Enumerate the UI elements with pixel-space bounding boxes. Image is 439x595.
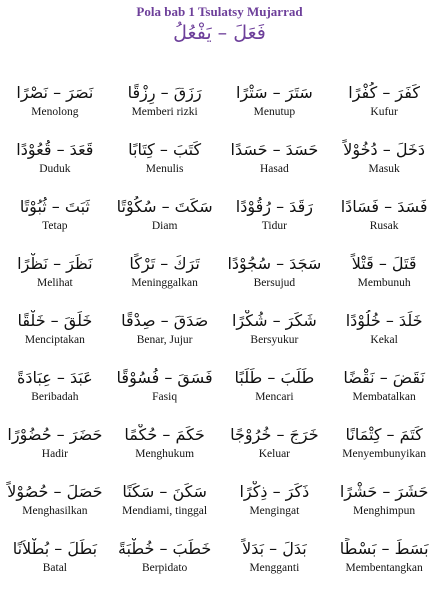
verb-entry xyxy=(0,196,110,253)
verb-meaning: Membentangkan xyxy=(345,562,423,574)
verb-entry xyxy=(220,310,330,367)
verb-entry xyxy=(329,481,439,538)
verb-meaning: Beribadah xyxy=(31,391,79,403)
verb-meaning: Menyembunyikan xyxy=(342,448,426,460)
verb-meaning: Rusak xyxy=(369,220,399,232)
verb-entry xyxy=(110,538,220,595)
arabic-verb: خَلَقَ – خَلْقًا xyxy=(17,311,93,330)
arabic-verb: بَدَلَ – بَدَلاً xyxy=(242,539,307,558)
arabic-verb: سَجَدَ – سُجُوْدًا xyxy=(227,254,322,273)
verb-entry xyxy=(329,139,439,196)
verb-meaning: Mencari xyxy=(255,391,294,403)
verb-meaning: Berpidato xyxy=(141,562,188,574)
arabic-verb: رَزَقَ – رِزْقًا xyxy=(127,83,202,102)
verb-meaning: Melihat xyxy=(36,277,73,289)
verb-entry xyxy=(329,538,439,595)
verb-entry xyxy=(220,196,330,253)
arabic-verb: ثَبَتَ – ثُبُوْتًا xyxy=(19,197,90,216)
verb-entry xyxy=(329,367,439,424)
verb-table xyxy=(0,82,439,595)
verb-meaning: Menghimpun xyxy=(353,505,416,517)
verb-meaning: Membatalkan xyxy=(352,391,416,403)
pattern-subtitle: فَعَلَ – يَفْعُلُ xyxy=(173,22,266,44)
verb-entry xyxy=(0,424,110,481)
verb-meaning: Mengingat xyxy=(249,505,300,517)
verb-entry xyxy=(110,139,220,196)
arabic-verb: سَكَنَ – سَكَنًا xyxy=(122,482,207,501)
verb-entry xyxy=(0,82,110,139)
verb-entry xyxy=(110,310,220,367)
arabic-verb: خَطَبَ – خُطْبَةً xyxy=(117,539,212,558)
verb-entry xyxy=(0,253,110,310)
arabic-verb: صَدَقَ – صِدْقًا xyxy=(121,311,209,330)
verb-meaning: Kufur xyxy=(370,106,398,118)
arabic-verb: قَعَدَ – قُعُوْدًا xyxy=(16,140,94,159)
verb-entry xyxy=(0,367,110,424)
arabic-verb: فَسَدَ – فَسَادًا xyxy=(340,197,428,216)
verb-meaning: Keluar xyxy=(258,448,291,460)
verb-meaning: Menolong xyxy=(31,106,79,118)
arabic-verb: خَلَدَ – خُلُوْدًا xyxy=(345,311,423,330)
arabic-verb: نَصَرَ – نَصْرًا xyxy=(16,83,94,102)
arabic-verb: سَكَتَ – سُكُوْتًا xyxy=(116,197,213,216)
arabic-verb: بَطَلَ – بُطْلاَنًا xyxy=(12,539,98,558)
arabic-verb: خَرَجَ – خُرُوْجًا xyxy=(230,425,319,444)
arabic-verb: نَظَرَ – نَظْرًا xyxy=(17,254,93,273)
arabic-verb: دَخَلَ – دُخُوْلاً xyxy=(343,140,425,159)
arabic-verb: عَبَدَ – عِبَادَةً xyxy=(17,368,93,387)
verb-meaning: Mendiami, tinggal xyxy=(122,505,208,517)
arabic-verb: تَرَكَ – تَرْكًا xyxy=(129,254,200,273)
verb-entry xyxy=(329,82,439,139)
page-title: Pola bab 1 Tsulatsy Mujarrad xyxy=(136,4,303,19)
verb-meaning: Menulis xyxy=(145,163,184,175)
verb-entry xyxy=(220,538,330,595)
verb-meaning: Menghukum xyxy=(135,448,195,460)
verb-meaning: Diam xyxy=(151,220,178,232)
verb-meaning: Menutup xyxy=(253,106,296,118)
verb-entry xyxy=(110,82,220,139)
arabic-verb: حَسَدَ – حَسَدًا xyxy=(230,140,319,159)
verb-entry xyxy=(110,481,220,538)
verb-meaning: Fasiq xyxy=(152,391,178,403)
verb-meaning: Masuk xyxy=(368,163,400,175)
verb-entry xyxy=(329,310,439,367)
verb-meaning: Bersujud xyxy=(253,277,296,289)
verb-entry xyxy=(329,196,439,253)
verb-entry xyxy=(220,82,330,139)
verb-entry xyxy=(220,481,330,538)
verb-entry xyxy=(220,424,330,481)
arabic-verb: كَتَبَ – كِتَابًا xyxy=(128,140,202,159)
verb-entry xyxy=(110,196,220,253)
verb-entry xyxy=(110,253,220,310)
verb-meaning: Memberi rizki xyxy=(131,106,198,118)
arabic-verb: حَضَرَ – حُضُوْرًا xyxy=(7,425,103,444)
verb-meaning: Menciptakan xyxy=(24,334,85,346)
arabic-verb: طَلَبَ – طَلَبًا xyxy=(234,368,315,387)
arabic-verb: حَكَمَ – حُكْمًا xyxy=(124,425,205,444)
verb-meaning: Tidur xyxy=(261,220,287,232)
verb-meaning: Batal xyxy=(42,562,68,574)
verb-meaning: Menghasilkan xyxy=(22,505,88,517)
verb-meaning: Tetap xyxy=(42,220,68,232)
arabic-verb: قَتَلَ – قَتْلاً xyxy=(351,254,417,273)
verb-meaning: Duduk xyxy=(39,163,71,175)
verb-entry xyxy=(110,424,220,481)
arabic-verb: شَكَرَ – شُكْرًا xyxy=(231,311,317,330)
arabic-verb: حَصَلَ – حُصُوْلاً xyxy=(7,482,103,501)
arabic-verb: كَفَرَ – كُفْرًا xyxy=(348,83,420,102)
verb-entry xyxy=(0,481,110,538)
arabic-verb: رَقَدَ – رُقُوْدًا xyxy=(235,197,313,216)
verb-meaning: Hadir xyxy=(41,448,68,460)
verb-entry xyxy=(329,424,439,481)
verb-entry xyxy=(220,139,330,196)
arabic-verb: سَتَرَ – سَتْرًا xyxy=(236,83,313,102)
verb-meaning: Hasad xyxy=(260,163,289,175)
verb-entry xyxy=(220,253,330,310)
verb-meaning: Kekal xyxy=(370,334,398,346)
arabic-verb: ذَكَرَ – ذِكْرًا xyxy=(239,482,310,501)
verb-entry xyxy=(329,253,439,310)
verb-entry xyxy=(220,367,330,424)
arabic-verb: كَتَمَ – كِتْمَانًا xyxy=(345,425,423,444)
verb-entry xyxy=(110,367,220,424)
verb-meaning: Mengganti xyxy=(249,562,300,574)
verb-entry xyxy=(0,139,110,196)
verb-entry xyxy=(0,538,110,595)
arabic-verb: نَقَضَ – نَقْضًا xyxy=(343,368,425,387)
verb-meaning: Meninggalkan xyxy=(131,277,198,289)
verb-meaning: Bersyukur xyxy=(250,334,299,346)
verb-entry xyxy=(0,310,110,367)
arabic-verb: بَسَطَ – بَسْطًا xyxy=(339,539,429,558)
verb-meaning: Membunuh xyxy=(357,277,411,289)
arabic-verb: حَشَرَ – حَشْرًا xyxy=(339,482,429,501)
arabic-verb: فَسَقَ – فُسُوْقًا xyxy=(116,368,213,387)
verb-meaning: Benar, Jujur xyxy=(136,334,193,346)
